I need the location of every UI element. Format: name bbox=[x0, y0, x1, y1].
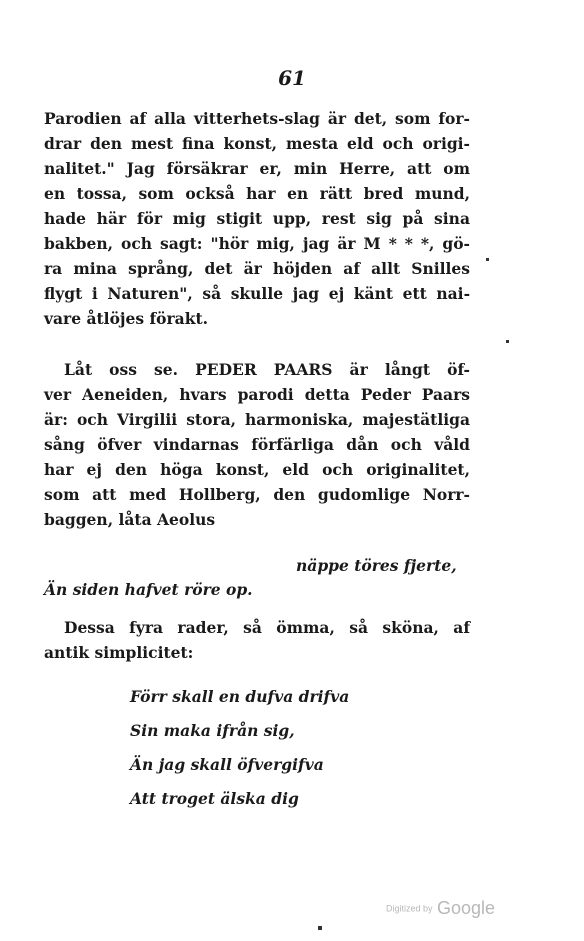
text-line: ra mina språng, det är höjden af allt Snilles bbox=[44, 259, 470, 278]
text-line: flygt i Naturen", så skulle jag ej känt ett nai- bbox=[44, 284, 470, 303]
ink-speck bbox=[486, 258, 489, 261]
watermark-small-text: Digitized by bbox=[386, 903, 433, 914]
text-line: är: och Virgilii stora, harmoniska, majestätliga bbox=[44, 410, 470, 429]
text-line: som att med Hollberg, den gudomlige Norr- bbox=[44, 485, 470, 504]
paragraph-2 bbox=[44, 357, 470, 532]
text-line: Låt oss se. PEDER PAARS är långt öf- bbox=[64, 360, 470, 379]
poem-line: Än jag skall öfvergifva bbox=[130, 755, 324, 774]
ink-speck bbox=[506, 340, 509, 343]
verse-line-1: näppe töres fjerte, bbox=[296, 556, 457, 575]
text-line: har ej den höga konst, eld och originalitet, bbox=[44, 460, 470, 479]
watermark-logo-text: Google bbox=[436, 898, 496, 918]
text-line: antik simplicitet: bbox=[44, 643, 194, 662]
ink-speck bbox=[318, 926, 322, 930]
text-line: hade här för mig stigit upp, rest sig på sina bbox=[44, 209, 470, 228]
verse-line-2: Än siden hafvet röre op. bbox=[44, 580, 253, 599]
poem-line: Förr skall en dufva drifva bbox=[130, 687, 350, 706]
paragraph-3 bbox=[44, 615, 470, 665]
text-line: drar den mest fina konst, mesta eld och origi- bbox=[44, 134, 470, 153]
text-line: baggen, låta Aeolus bbox=[44, 510, 216, 529]
page-number: 61 bbox=[278, 66, 306, 90]
paragraph-1 bbox=[44, 106, 470, 331]
text-line: ver Aeneiden, hvars parodi detta Peder Paars bbox=[44, 385, 470, 404]
text-line: Dessa fyra rader, så ömma, så sköna, af bbox=[64, 618, 470, 637]
poem-line: Att troget älska dig bbox=[130, 789, 299, 808]
digitized-by-google-watermark bbox=[386, 898, 495, 919]
text-line: sång öfver vindarnas förfärliga dån och våld bbox=[44, 435, 470, 454]
text-line: nalitet." Jag försäkrar er, min Herre, att om bbox=[44, 159, 470, 178]
poem-stanza bbox=[130, 680, 349, 816]
text-line: Parodien af alla vitterhets-slag är det, som for- bbox=[44, 109, 470, 128]
text-line: en tossa, som också har en rätt bred mund, bbox=[44, 184, 470, 203]
poem-line: Sin maka ifrån sig, bbox=[130, 721, 295, 740]
text-line: vare åtlöjes förakt. bbox=[44, 309, 209, 328]
text-line: bakben, och sagt: "hör mig, jag är M * * *, gö- bbox=[44, 234, 470, 253]
